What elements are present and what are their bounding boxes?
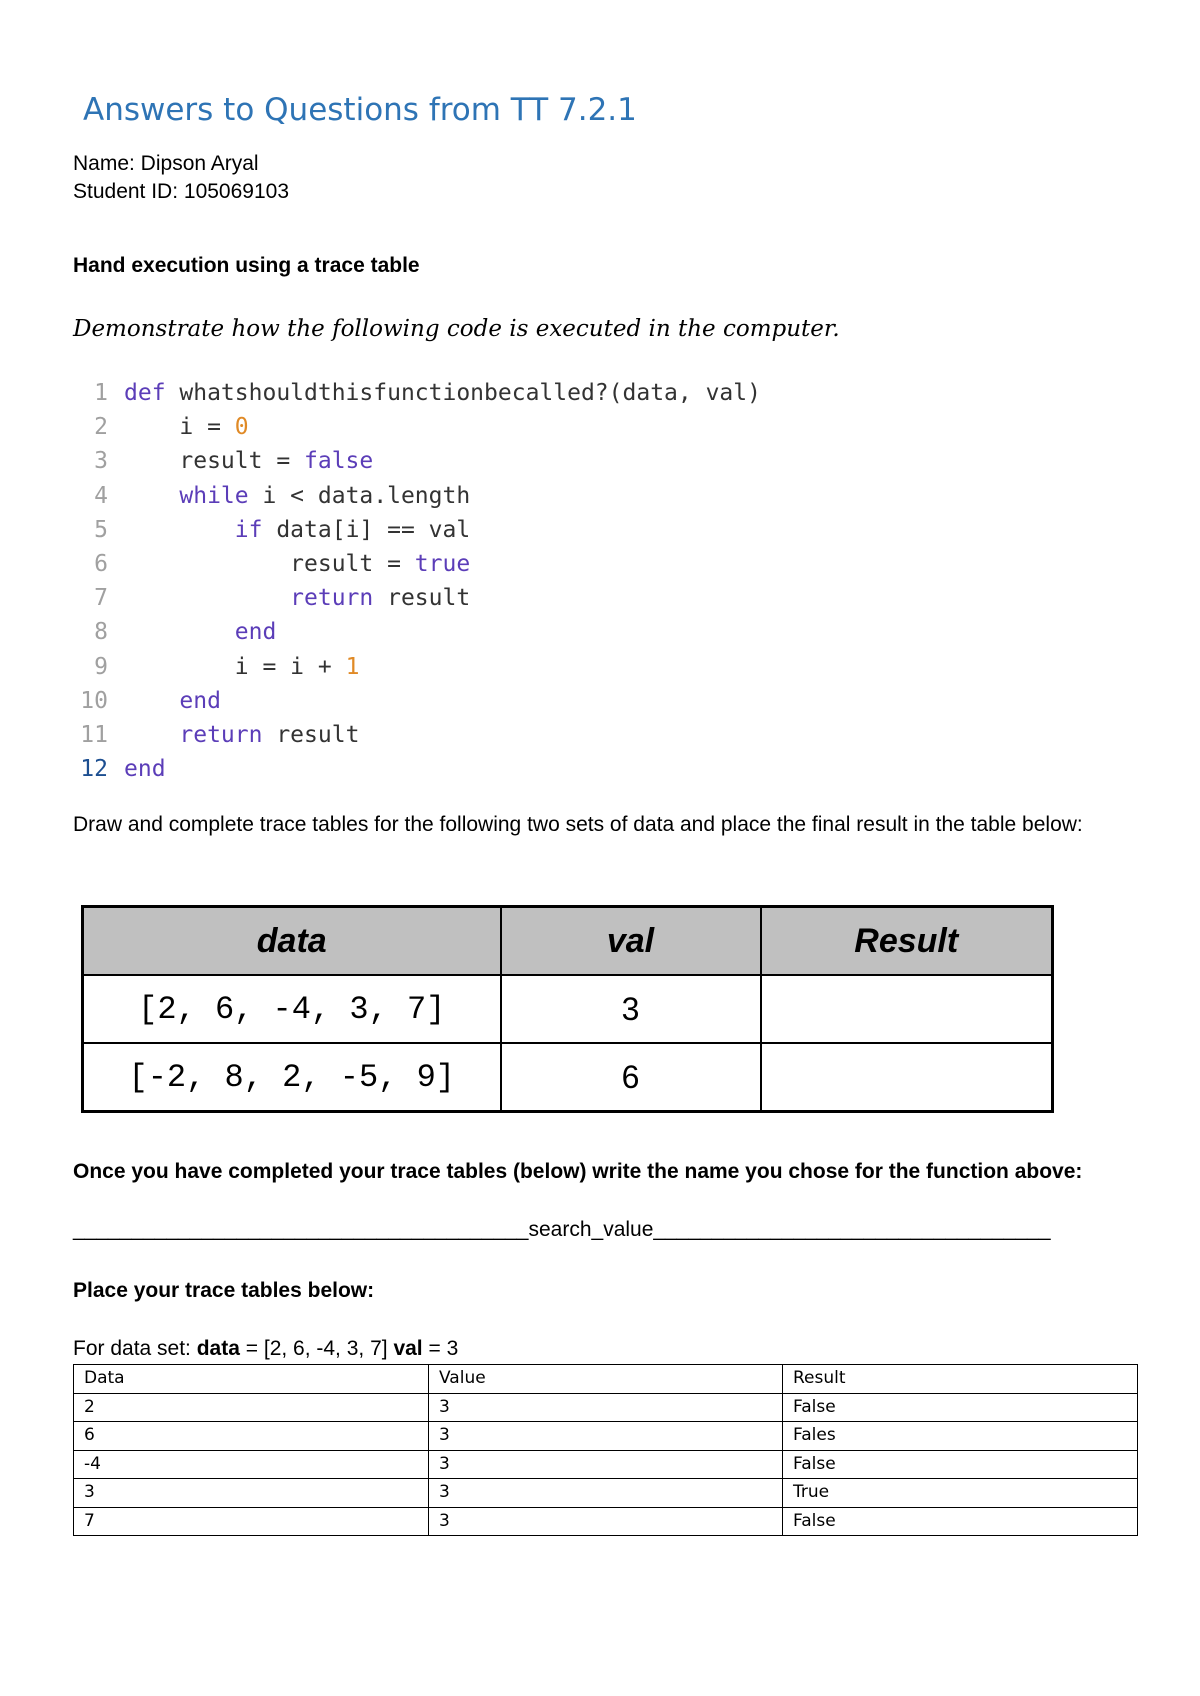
- results-header-result: Result: [761, 907, 1053, 976]
- code-indent: [124, 654, 235, 680]
- trace-cell-value: 3: [429, 1479, 783, 1508]
- trace-cell-result: False: [783, 1450, 1138, 1479]
- code-token: return: [290, 585, 374, 612]
- draw-instruction: Draw and complete trace tables for the following two sets of data and place the final result in the table below:: [73, 813, 1083, 836]
- line-number: 12: [80, 756, 108, 783]
- results-cell-data: [2, 6, -4, 3, 7]: [83, 975, 501, 1043]
- line-number: 5: [94, 516, 108, 543]
- code-token: true: [414, 550, 471, 577]
- code-token: result =: [290, 550, 415, 577]
- results-cell-result[interactable]: [761, 1043, 1053, 1112]
- trace-cell-value: 3: [429, 1507, 783, 1536]
- code-token: i =: [179, 414, 235, 441]
- code-token: if: [234, 516, 263, 543]
- trace-cell-result: False: [783, 1507, 1138, 1536]
- code-line: [76, 581, 836, 615]
- dataset-prefix: For data set:: [73, 1337, 197, 1360]
- code-token: end: [179, 687, 221, 714]
- student-id: Student ID: 105069103: [73, 180, 290, 203]
- dataset-data-value: = [2, 6, -4, 3, 7]: [239, 1337, 394, 1360]
- table-row: [74, 1507, 1138, 1536]
- trace-cell-result: Fales: [783, 1422, 1138, 1451]
- table-row: [74, 1422, 1138, 1451]
- trace-table: [73, 1364, 1138, 1536]
- results-cell-val: 3: [501, 975, 761, 1043]
- code-line: [76, 376, 836, 410]
- page-title: Answers to Questions from TT 7.2.1: [83, 92, 637, 128]
- code-indent: [124, 619, 235, 645]
- code-block: [76, 376, 836, 786]
- code-indent: [124, 414, 179, 440]
- trace-table-header-row: [74, 1365, 1138, 1394]
- code-token: while: [179, 482, 249, 509]
- code-line: [76, 650, 836, 684]
- line-number: 9: [94, 653, 108, 680]
- instruction-text: Demonstrate how the following code is executed in the computer.: [73, 316, 840, 342]
- dataset-val-label: val: [393, 1337, 423, 1360]
- function-name-prompt: Once you have completed your trace tables (below) write the name you chose for the function above:: [73, 1160, 1083, 1183]
- code-indent: [124, 517, 235, 543]
- code-token: false: [304, 448, 374, 475]
- code-token: return: [179, 721, 263, 748]
- function-name-answer: _______________________________________search_value__________________________________: [73, 1218, 1051, 1241]
- trace-tables-heading: Place your trace tables below:: [73, 1279, 375, 1302]
- code-line: [76, 410, 836, 444]
- code-token: whatshouldthisfunctionbecalled?(data, val): [165, 380, 761, 406]
- code-token: result: [262, 721, 360, 748]
- line-number: 11: [80, 721, 108, 748]
- code-token: result =: [179, 448, 305, 475]
- line-number: 4: [94, 482, 108, 509]
- line-number: 6: [94, 550, 108, 577]
- code-token: end: [234, 619, 277, 646]
- code-line: [76, 444, 836, 478]
- code-line: [76, 513, 836, 547]
- table-row: [83, 975, 1053, 1043]
- code-line: [76, 718, 836, 752]
- table-row: [74, 1479, 1138, 1508]
- code-indent: [124, 722, 179, 748]
- trace-cell-data: -4: [74, 1450, 429, 1479]
- results-header-val: val: [501, 907, 761, 976]
- trace-cell-result: False: [783, 1393, 1138, 1422]
- trace-cell-value: 3: [429, 1422, 783, 1451]
- student-name: Name: Dipson Aryal: [73, 152, 259, 175]
- trace-cell-result: True: [783, 1479, 1138, 1508]
- trace-cell-data: 6: [74, 1422, 429, 1451]
- line-number: 2: [94, 414, 108, 441]
- code-token: def: [124, 380, 166, 406]
- code-token: 0: [234, 414, 249, 441]
- trace-header-data: Data: [74, 1365, 429, 1394]
- code-line: [76, 479, 836, 513]
- code-token: 1: [345, 653, 360, 680]
- results-table-header-row: [83, 907, 1053, 976]
- code-token: i = i +: [234, 653, 346, 680]
- code-line: [76, 752, 836, 786]
- results-cell-data: [-2, 8, 2, -5, 9]: [83, 1043, 501, 1112]
- trace-cell-data: 7: [74, 1507, 429, 1536]
- results-cell-result[interactable]: [761, 975, 1053, 1043]
- dataset-val-value: = 3: [422, 1337, 459, 1360]
- table-row: [74, 1393, 1138, 1422]
- trace-cell-value: 3: [429, 1393, 783, 1422]
- code-token: i < data.length: [248, 482, 471, 509]
- code-line: [76, 547, 836, 581]
- results-cell-val: 6: [501, 1043, 761, 1112]
- code-line: [76, 684, 836, 718]
- table-row: [74, 1450, 1138, 1479]
- section-heading: Hand execution using a trace table: [73, 254, 420, 277]
- line-number: 7: [94, 585, 108, 612]
- results-header-data: data: [83, 907, 501, 976]
- line-number: 8: [94, 619, 108, 646]
- code-indent: [124, 483, 179, 509]
- line-number: 1: [94, 380, 108, 406]
- code-line: [76, 615, 836, 649]
- trace-cell-data: 3: [74, 1479, 429, 1508]
- code-token: end: [124, 756, 166, 783]
- trace-cell-value: 3: [429, 1450, 783, 1479]
- trace-header-value: Value: [429, 1365, 783, 1394]
- dataset-data-label: data: [196, 1337, 240, 1360]
- trace-cell-data: 2: [74, 1393, 429, 1422]
- code-indent: [124, 551, 290, 577]
- code-indent: [124, 585, 290, 611]
- line-number: 3: [94, 448, 108, 475]
- results-table: [81, 905, 1054, 1113]
- trace-header-result: Result: [783, 1365, 1138, 1394]
- table-row: [83, 1043, 1053, 1112]
- code-indent: [124, 688, 179, 714]
- code-token: result: [373, 585, 471, 612]
- dataset-label: [73, 1337, 458, 1361]
- line-number: 10: [80, 687, 108, 714]
- code-indent: [124, 448, 179, 474]
- code-token: data[i] == val: [262, 516, 471, 543]
